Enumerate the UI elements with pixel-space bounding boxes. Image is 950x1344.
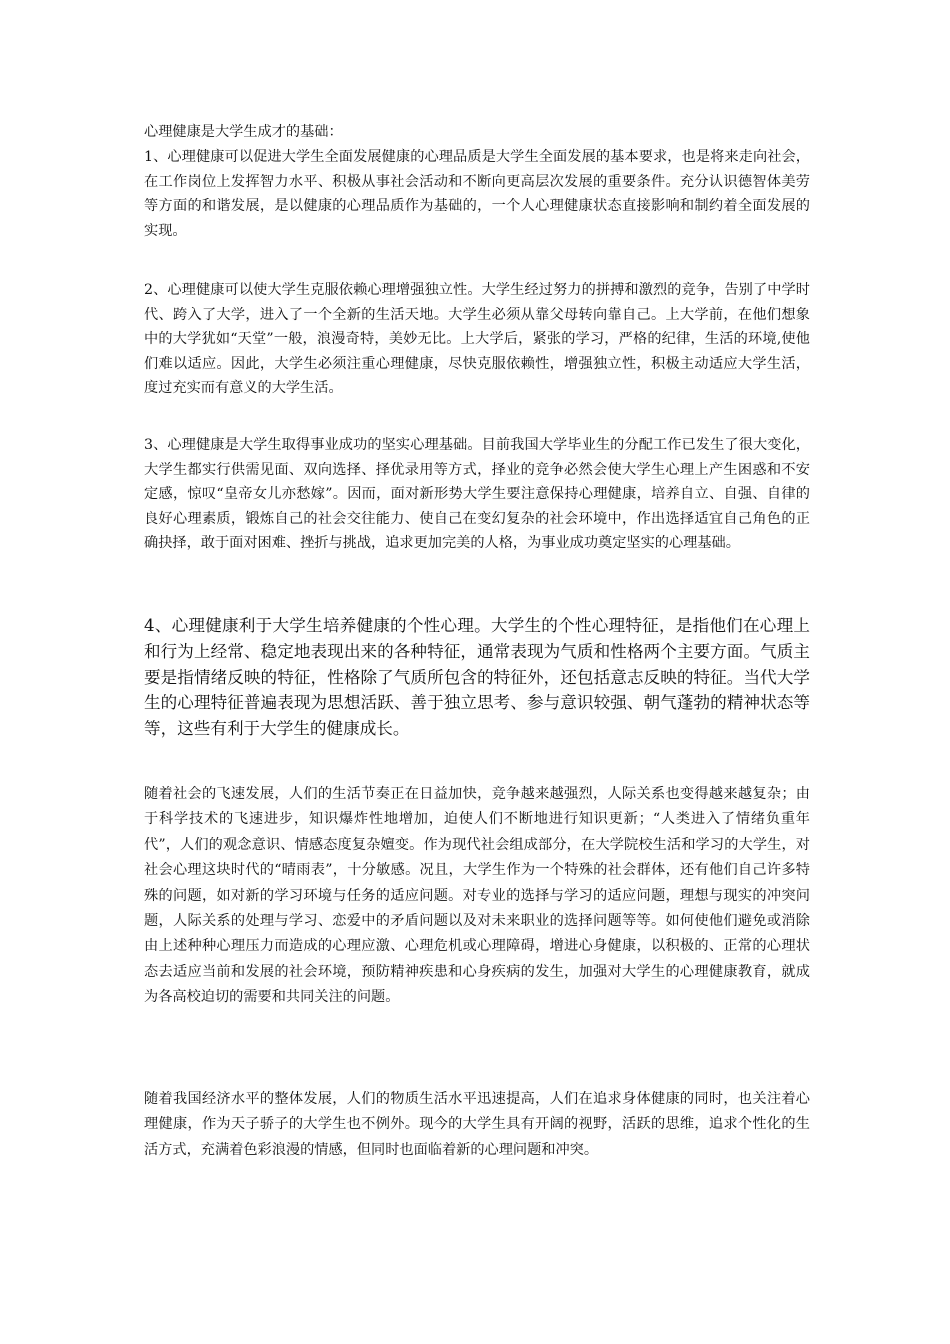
paragraph-point-2: 2、心理健康可以使大学生克服依赖心理增强独立性。大学生经过努力的拼搏和激烈的竞争，告别了中学时代、跨入了大学，进入了一个全新的生活天地。大学生必须从靠父母转向靠自己。上大学前，在他们想象中的大学犹如“天堂”一般，浪漫奇特，美妙无比。上大学后，紧张的学习，严格的纪律，生活的环境,使他们难以适应。因此，大学生必须注重心理健康，尽快克服依赖性，增强独立性，积极主动适应大学生活，度过充实而有意义的大学生活。: [144, 282, 810, 396]
paragraph-point-4: 4、心理健康利于大学生培养健康的个性心理。大学生的个性心理特征，是指他们在心理上和行为上经常、稳定地表现出来的各种特征，通常表现为气质和性格两个主要方面。气质主要是指情绪反映的特征，性格除了气质所包含的特征外，还包括意志反映的特征。当代大学生的心理特征普遍表现为思想活跃、善于独立思考、参与意识较强、朝气蓬勃的精神状态等等，这些有利于大学生的健康成长。: [144, 616, 810, 739]
paragraph-point-3: 3、心理健康是大学生取得事业成功的坚实心理基础。目前我国大学毕业生的分配工作已发生了很大变化，大学生都实行供需见面、双向选择、择优录用等方式，择业的竞争必然会使大学生心理上产生困惑和不安定感，惊叹“皇帝女儿亦愁嫁”。因而，面对新形势大学生要注意保持心理健康，培养自立、自强、自律的良好心理素质，锻炼自己的社会交往能力、使自己在变幻复杂的社会环境中，作出选择适宜自己角色的正确抉择，敢于面对困难、挫折与挑战，追求更加完美的人格，为事业成功奠定坚实的心理基础。: [144, 437, 810, 551]
paragraph-society-context: 随着社会的飞速发展，人们的生活节奏正在日益加快，竞争越来越强烈，人际关系也变得越来越复杂；由于科学技术的飞速进步，知识爆炸性地增加，迫使人们不断地进行知识更新；“人类进入了情绪负重年代”，人们的观念意识、情感态度复杂嬗变。作为现代社会组成部分，在大学院校生活和学习的大学生，对社会心理这块时代的“晴雨表”，十分敏感。况且，大学生作为一个特殊的社会群体，还有他们自己许多特殊的问题，如对新的学习环境与任务的适应问题。对专业的选择与学习的适应问题，理想与现实的冲突问题，人际关系的处理与学习、恋爱中的矛盾问题以及对未来职业的选择问题等等。如何使他们避免或消除由上述种种心理压力而造成的心理应激、心理危机或心理障碍，增进心身健康，以积极的、正常的心理状态去适应当前和发展的社会环境，预防精神疾患和心身疾病的发生，加强对大学生的心理健康教育，就成为各高校迫切的需要和共同关注的问题。: [144, 786, 810, 1006]
paragraph-economic-context: 随着我国经济水平的整体发展，人们的物质生活水平迅速提高，人们在追求身体健康的同时，也关注着心理健康，作为天子骄子的大学生也不例外。现今的大学生具有开阔的视野，活跃的思维，追求个性化的生活方式，充满着色彩浪漫的情感，但同时也面临着新的心理问题和冲突。: [144, 1091, 810, 1158]
document-heading: 心理健康是大学生成才的基础：: [144, 124, 343, 140]
paragraph-point-1: 1、心理健康可以促进大学生全面发展健康的心理品质是大学生全面发展的基本要求，也是将来走向社会，在工作岗位上发挥智力水平、积极从事社会活动和不断向更高层次发展的重要条件。充分认识德智体美劳等方面的和谐发展，是以健康的心理品质作为基础的，一个人心理健康状态直接影响和制约着全面发展的实现。: [144, 149, 810, 239]
